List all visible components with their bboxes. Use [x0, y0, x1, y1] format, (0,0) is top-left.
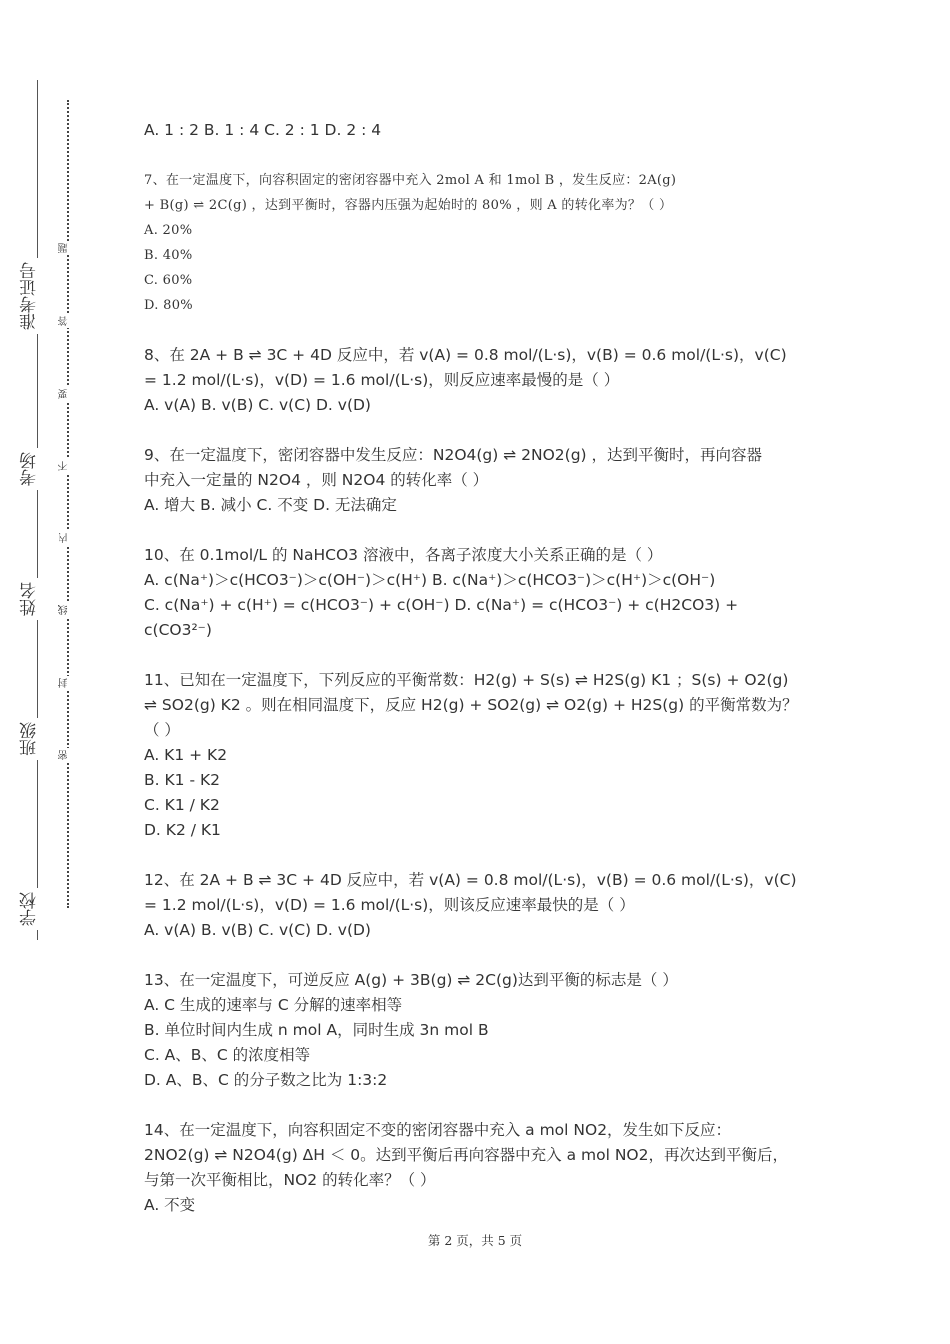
option-line: A. c(Na⁺)＞c(HCO3⁻)＞c(OH⁻)＞c(H⁺) B. c(Na⁺)＞c(HCO3⁻)＞c(H⁺)＞c(OH⁻) — [144, 571, 716, 589]
question-14 — [144, 1118, 824, 1218]
question-10 — [144, 543, 824, 643]
name-label: 姓名 — [22, 578, 52, 620]
option-line: c(CO3²⁻) — [144, 621, 212, 639]
question-stem: = 1.2 mol/(L·s)，v(D) = 1.6 mol/(L·s)，则该反应速率最快的是（ ） — [144, 896, 635, 914]
question-stem: ⇌ SO2(g) K2 。则在相同温度下，反应 H2(g) + SO2(g) ⇌ O2(g) + H2S(g) 的平衡常数为？ — [144, 696, 798, 714]
option-line: B. K1 - K2 — [144, 771, 220, 789]
school-label: 学校 — [22, 888, 52, 930]
question-stem: 11、已知在一定温度下，下列反应的平衡常数：H2(g) + S(s) ⇌ H2S(g) K1 ；S(s) + O2(g) — [144, 671, 789, 689]
question-9 — [144, 443, 824, 518]
option-line: B. 40% — [144, 248, 193, 263]
option-line: C. c(Na⁺) + c(H⁺) = c(HCO3⁻) + c(OH⁻) D. c(Na⁺) = c(HCO3⁻) + c(H2CO3) + — [144, 596, 739, 614]
seal-char: 密 — [59, 748, 77, 762]
option-line: A. K1 + K2 — [144, 746, 228, 764]
option-line: C. 60% — [144, 273, 193, 288]
question-stem: 中充入一定量的 N2O4 ，则 N2O4 的转化率（ ） — [144, 471, 489, 489]
question-12 — [144, 868, 824, 943]
question-stem: 与第一次平衡相比，NO2 的转化率？（ ） — [144, 1171, 436, 1189]
option-line: A. 20% — [144, 223, 193, 238]
option-line: A. 不变 — [144, 1196, 196, 1214]
binding-solid-line — [37, 80, 38, 940]
option-line: D. K2 / K1 — [144, 821, 221, 839]
question-stem: 9、在一定温度下，密闭容器中发生反应：N2O4(g) ⇌ 2NO2(g) ，达到平衡时，再向容器 — [144, 446, 763, 464]
option-line: C. K1 / K2 — [144, 796, 220, 814]
question-stem: 2NO2(g) ⇌ N2O4(g) ΔH ＜ 0。达到平衡后再向容器中充入 a mol NO2，再次达到平衡后， — [144, 1146, 788, 1164]
binding-margin — [0, 0, 100, 1344]
option-line: D. 80% — [144, 298, 193, 313]
seal-char: 题 — [59, 241, 77, 255]
option-line: A. v(A) B. v(B) C. v(C) D. v(D) — [144, 921, 371, 939]
question-stem: 8、在 2A + B ⇌ 3C + 4D 反应中，若 v(A) = 0.8 mol/(L·s)，v(B) = 0.6 mol/(L·s)，v(C) — [144, 346, 787, 364]
seal-char: 答 — [59, 314, 77, 328]
question-stem: 13、在一定温度下，可逆反应 A(g) + 3B(g) ⇌ 2C(g)达到平衡的标志是（ ） — [144, 971, 678, 989]
question-stem: + B(g) ⇌ 2C(g) ，达到平衡时，容器内压强为起始时的 80% ，则 A 的转化率为？（ ） — [144, 198, 673, 213]
question-stem: 12、在 2A + B ⇌ 3C + 4D 反应中，若 v(A) = 0.8 mol/(L·s)，v(B) = 0.6 mol/(L·s)，v(C) — [144, 871, 797, 889]
option-line: A. C 生成的速率与 C 分解的速率相等 — [144, 996, 403, 1014]
question-8 — [144, 343, 824, 418]
option-line: A. 1 : 2 B. 1 : 4 C. 2 : 1 D. 2 : 4 — [144, 121, 382, 139]
seal-char: 内 — [59, 531, 77, 545]
question-stem: （ ） — [144, 721, 180, 739]
option-line: A. v(A) B. v(B) C. v(C) D. v(D) — [144, 396, 371, 414]
seal-char: 不 — [59, 459, 77, 473]
question-7 — [144, 168, 824, 318]
option-line: A. 增大 B. 减小 C. 不变 D. 无法确定 — [144, 496, 397, 514]
exam-room-label: 考场 — [22, 448, 52, 490]
question-list — [144, 118, 824, 1243]
option-line: C. A、B、C 的浓度相等 — [144, 1046, 311, 1064]
question-stem: 14、在一定温度下，向容积固定不变的密闭容器中充入 a mol NO2，发生如下反应： — [144, 1121, 732, 1139]
question-13 — [144, 968, 824, 1093]
seal-char: 线 — [59, 603, 77, 617]
page-number: 第 2 页，共 5 页 — [427, 1233, 523, 1248]
question-stem: 7、在一定温度下，向容积固定的密闭容器中充入 2mol A 和 1mol B ，发生反应：2A(g) — [144, 173, 677, 188]
seal-char: 封 — [59, 676, 77, 690]
option-line: D. A、B、C 的分子数之比为 1:3:2 — [144, 1071, 388, 1089]
option-line: B. 单位时间内生成 n mol A，同时生成 3n mol B — [144, 1021, 489, 1039]
question-stem: 10、在 0.1mol/L 的 NaHCO3 溶液中，各离子浓度大小关系正确的是（ ） — [144, 546, 663, 564]
question-stem: = 1.2 mol/(L·s)，v(D) = 1.6 mol/(L·s)，则反应速率最慢的是（ ） — [144, 371, 620, 389]
exam-number-label: 准考证号 — [22, 258, 52, 334]
question-6-options — [144, 118, 824, 143]
class-label: 班级 — [22, 718, 52, 760]
seal-dotted-line — [67, 100, 69, 908]
seal-char: 要 — [59, 387, 77, 401]
question-11 — [144, 668, 824, 843]
